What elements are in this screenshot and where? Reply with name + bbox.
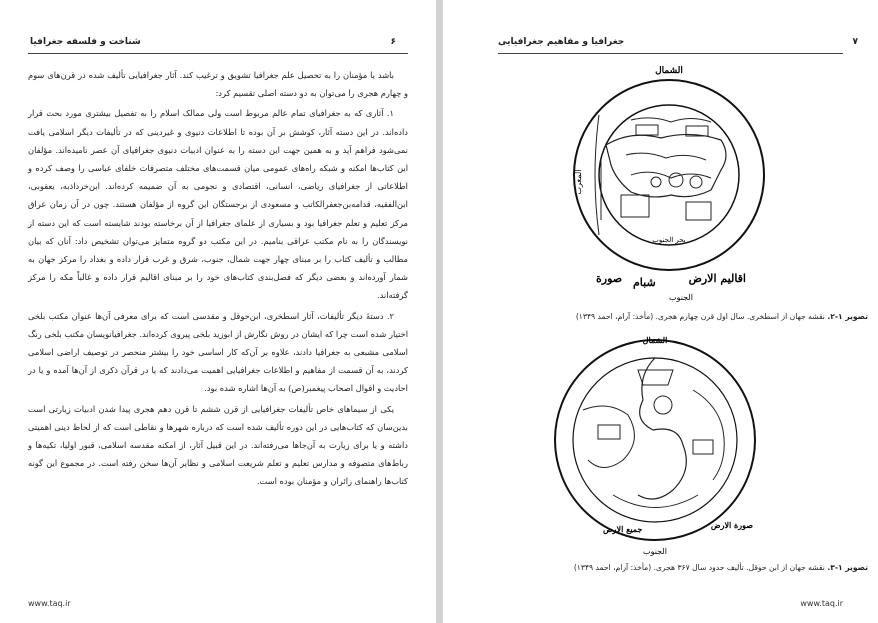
figure2-caption (574, 563, 868, 572)
paragraph-balkhi-school: ۲. دستهٔ دیگر تألیفات، آثار اسطخری، ابن‌حوقل و مقدسی است که برای معرفی آن‌ها عنوان مکتب بلخی اختیار شده است چرا که ایشان در روش نگارش از ابوزید بلخی پیروی کرده‌اند. جغرافیانویسان مکتب بلخی رنگ اسلامی مشبعی به جغرافیا دادند، علاوه بر آن‌که کار اساسی خود را بیشتر منحصر در توصیف اراضی اسلامی کردند، به آن قسمت از مفاهیم و اطلاعات جغرافیایی اهمیت می‌دادند که یا در قرآن ذکری از آن‌ها آمده و یا در احادیث و اقوال اصحاب پیغمبر(ص) به آن‌ها اشاره شده بود. (28, 310, 408, 394)
fig1-south-label: الجنوب (669, 293, 693, 302)
left-footer: www.taq.ir (28, 599, 71, 608)
right-page-header (498, 37, 858, 47)
paragraph-pilgrimage-literature: یکی از سیماهای خاص تألیفات جغرافیایی از قرن ششم تا قرن دهم هجری پیدا شدن ادبیات زیارتی است بدین‌سان که کتاب‌هایی در این دوره تألیف شده است که درباره شهرها و نقاطی است که از لحاظ دینی اهمیتی داشته و یا برای زیارت به آن‌جاها می‌رفته‌اند. در این قبیل آثار، از امکنه مقدسه اسلامی، قبور اولیا، تکیه‌ها و رباط‌های متصوفه و مدارس تعلیم و تعلم شریعت اسلامی و نظایر آن‌ها سخن رفته است. در مجموع این گونه کتاب‌ها راهنمای زائران و مؤمنان بوده است. (28, 403, 408, 487)
fig2-bottom-label: جميع الارض (603, 524, 643, 534)
left-header-title: شناخت و فلسفه جغرافیا (30, 37, 141, 47)
figure2-caption-number: تصویر ۱-۳. (827, 563, 868, 572)
fig1-north-label: الشمال (655, 66, 683, 76)
figure2-caption-text: نقشه جهان از ابن حوقل. تألیف حدود سال ۳۶۷ هجری. (مأخذ: آرام، احمد ۱۳۴۹) (573, 563, 825, 572)
istakhri-world-map (571, 60, 771, 308)
left-page-header (30, 37, 396, 47)
left-header-rule (28, 53, 408, 54)
figure1-caption (576, 312, 868, 321)
page-gutter (436, 0, 443, 623)
fig2-north-label: الشمال (642, 335, 668, 345)
figure1-caption-text: نقشه جهان از اسطخری. سال اول قرن چهارم هجری. (مأخذ: آرام، احمد ۱۳۴۹) (575, 312, 825, 321)
ibn-hawqal-world-map (543, 330, 768, 560)
right-header-title: جغرافیا و مفاهیم جغرافیایی (498, 37, 625, 47)
left-body-text (28, 66, 408, 491)
fig2-side-label: صورة الارض (710, 520, 753, 530)
paragraph-intro: باشد یا مؤمنان را به تحصیل علم جغرافیا تشویق و ترغیب کند. آثار جغرافیایی تألیف شده در قرن‌های سوم و چهارم هجری را می‌توان به دو دسته اصلی تقسیم کرد: (28, 70, 408, 99)
fig2-south-label: الجنوب (643, 547, 667, 556)
right-page (443, 0, 878, 623)
figure1-caption-number: تصویر ۱-۲. (827, 312, 868, 321)
fig1-title-phrase: اقاليم الارض (688, 272, 746, 285)
fig1-title-word-shibam: شبام (633, 276, 656, 289)
right-footer: www.taq.ir (800, 599, 843, 608)
fig1-title-word-sura: صورة (596, 272, 623, 285)
right-header-rule (498, 53, 843, 54)
left-page (0, 0, 436, 623)
left-header-number: ۶ (390, 37, 396, 47)
paragraph-iraqi-school: ۱. آثاری که به جغرافیای تمام عالم مربوط است ولی ممالک اسلام را به تفصیل بیشتری مورد بحث قرار داده‌اند. در این دسته آثار، کوشش بر آن بوده تا اطلاعات دنیوی و غیردینی که در تألیفات دیگر اسلامی یافت نمی‌شود فراهم آید و به همین جهت این دسته را به عنوان ادبیات دنیوی جغرافیای آن عصر نامیده‌اند. مؤلفان این کتاب‌ها امکنه و شبکه راه‌های عمومی میان قسمت‌های مختلف متصرفات خلفای عباسی را وصف کرده و اطلاعاتی از جغرافیای ریاضی، انسانی، اقتصادی و نجومی به آن ضمیمه کرده‌اند. ابن‌خرداذبه، یعقوبی، ابن‌الفقیه، قدامه‌بن‌جعفرالکاتب و مسعودی از برجستگان این گروه از مؤلفان هستند. چون در آن زمان عراق مرکز تعلیم و تعلم جغرافیا بود و بسیاری از علمای جغرافیا از آن برخاسته بودند شایسته است که این دسته از نویسندگان را به نام مکتب عراقی بنامیم. در این مکتب دو گروه متمایز می‌توان تشخیص داد: آنان که بیان مطالب و تألیف کتاب را بر مبنای چهار جهت شمال، جنوب، شرق و غرب قرار داده و بغداد را مرکز جهان به شمار آورده‌اند و بعضی دیگر که فصل‌بندی کتاب‌های خود را بر مبنای اقالیم قرار داده و غالباً مکه را مرکز گرفته‌اند. (28, 108, 408, 301)
fig1-west-label: المغرب (574, 169, 583, 195)
fig1-inner-south-label: بحر الجنوب (652, 236, 686, 244)
right-header-number: ۷ (852, 37, 858, 47)
